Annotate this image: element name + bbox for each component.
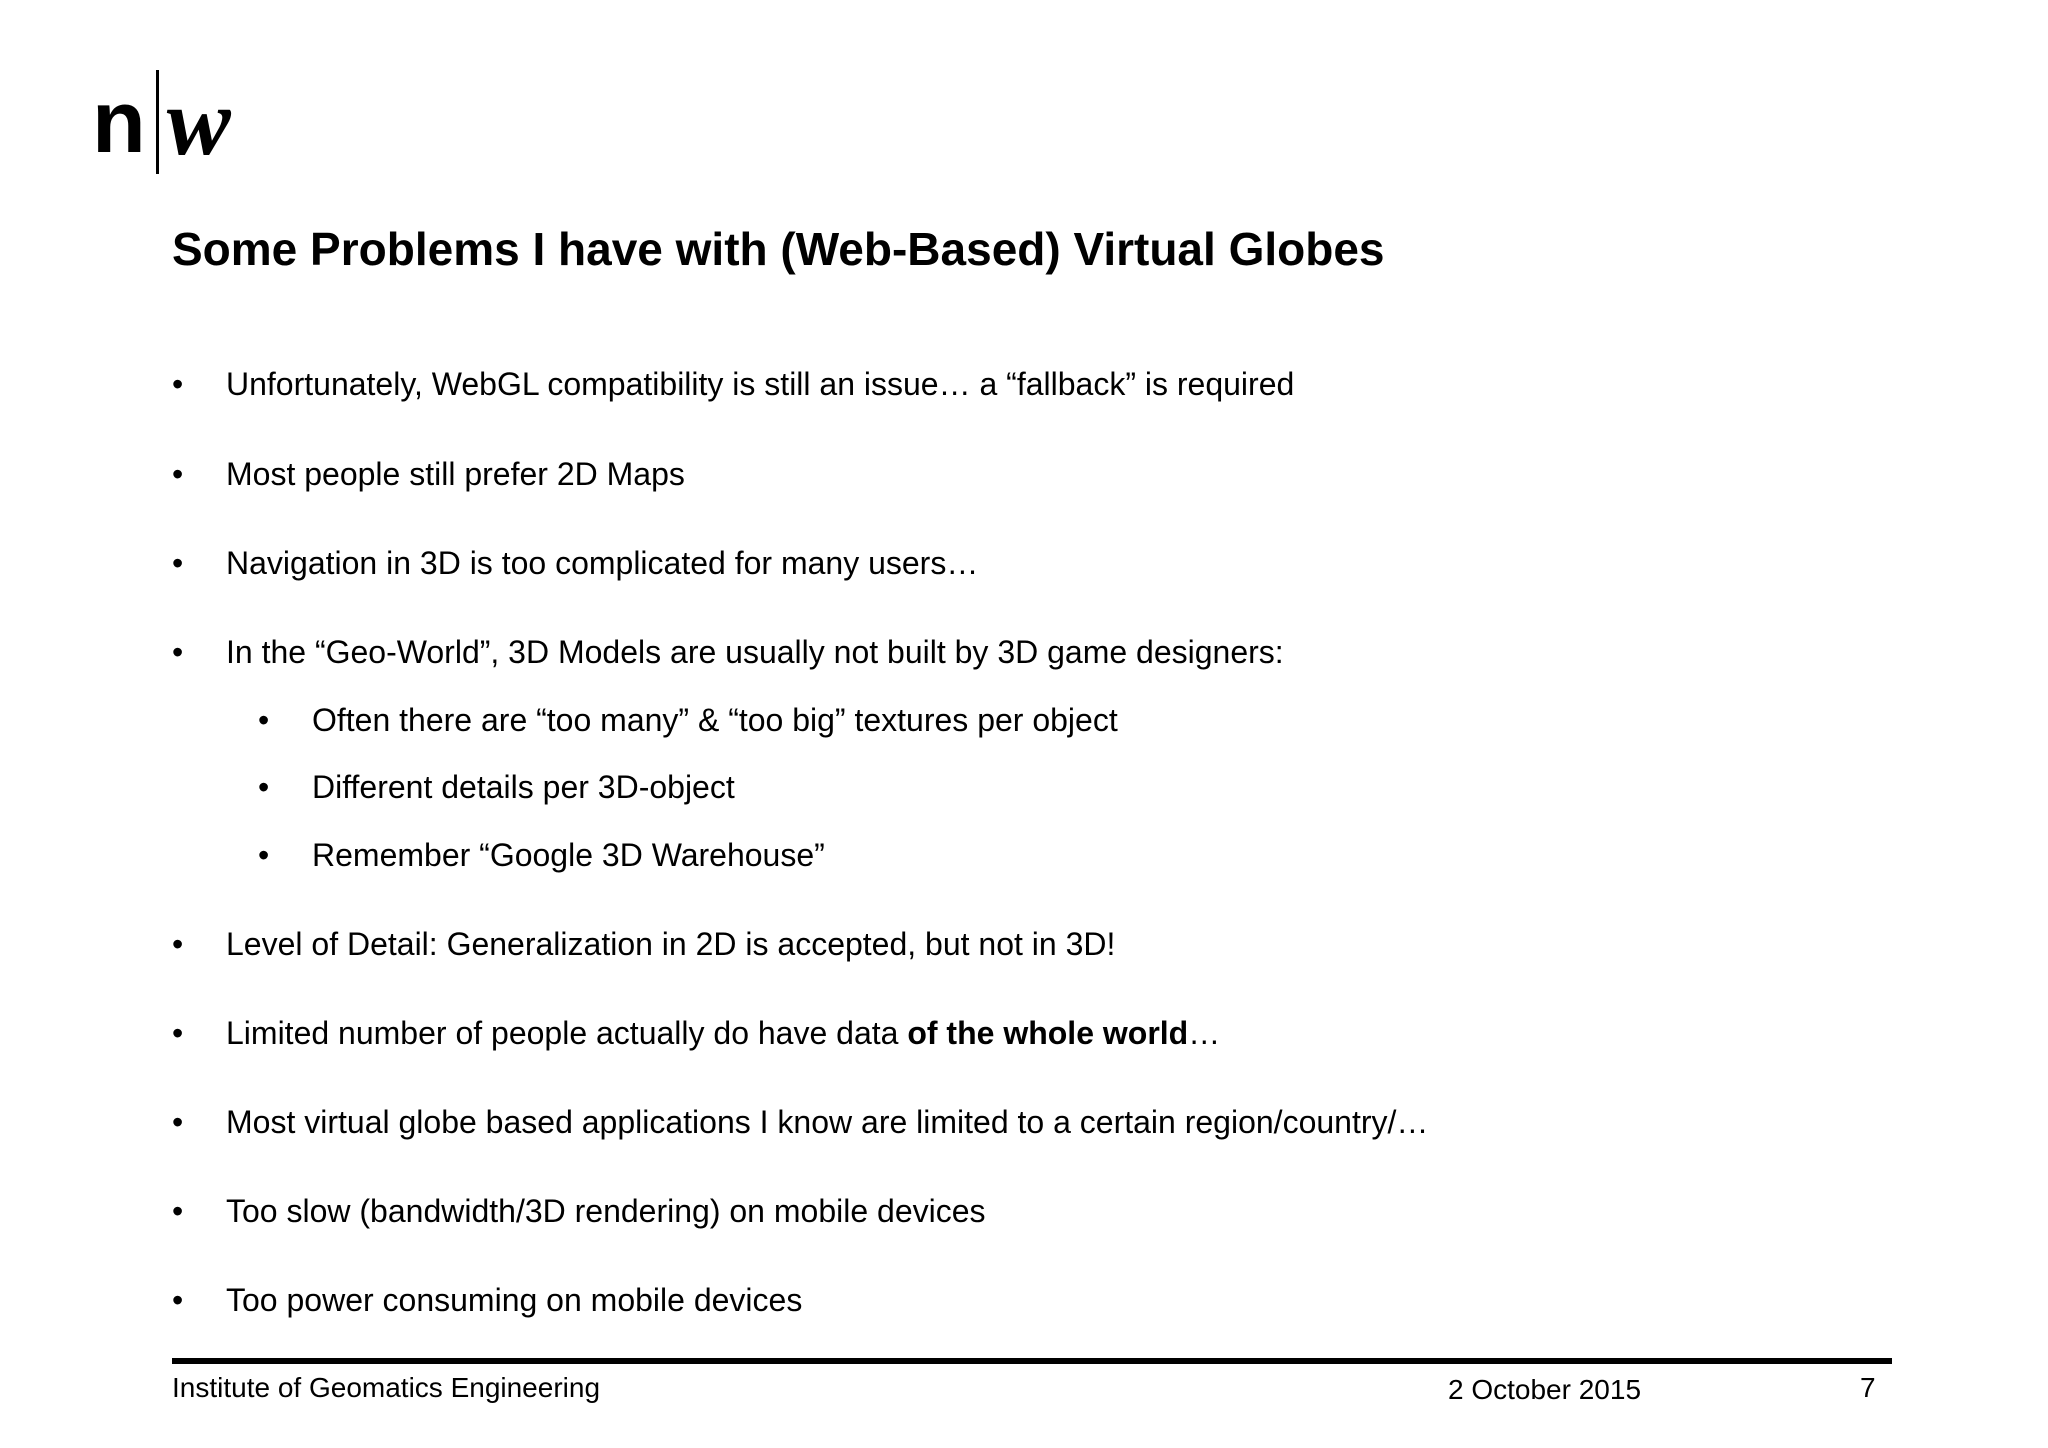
- bullet-text: Different details per 3D-object: [312, 769, 735, 805]
- bullet-marker: •: [172, 1282, 184, 1318]
- logo-divider: [156, 70, 159, 174]
- bullet-text: Unfortunately, WebGL compatibility is still an issue… a “fallback” is required: [226, 366, 1295, 402]
- bullet-text: Level of Detail: Generalization in 2D is accepted, but not in 3D!: [226, 926, 1116, 962]
- footer-divider: [172, 1358, 1892, 1364]
- bullet-marker: •: [172, 1104, 184, 1140]
- bullet-marker: •: [172, 456, 184, 492]
- bullet-text-plain: Limited number of people actually do have data: [226, 1015, 908, 1051]
- footer-date: 2 October 2015: [1448, 1374, 1642, 1405]
- bullet-marker: •: [258, 769, 270, 805]
- bullet-marker: •: [258, 702, 270, 738]
- bullet-text: Remember “Google 3D Warehouse”: [312, 837, 825, 873]
- bullet-marker: •: [172, 1193, 184, 1229]
- bullet-marker: •: [172, 545, 184, 581]
- bullet-marker: •: [258, 837, 270, 873]
- bullet-text-ellipsis: …: [1188, 1015, 1221, 1051]
- fhnw-logo: [92, 68, 231, 176]
- bullet-text-bold: of the whole world: [907, 1015, 1189, 1051]
- bullet-text: Too slow (bandwidth/3D rendering) on mobile devices: [226, 1193, 986, 1229]
- logo-letter-w: w: [166, 68, 231, 175]
- bullet-text: [226, 1013, 1220, 1053]
- bullet-marker: •: [172, 634, 184, 670]
- bullet-text: Most people still prefer 2D Maps: [226, 456, 685, 492]
- slide-title: Some Problems I have with (Web-Based) Virtual Globes: [172, 223, 1385, 275]
- bullet-marker: •: [172, 926, 184, 962]
- bullet-text: In the “Geo-World”, 3D Models are usually not built by 3D game designers:: [226, 634, 1284, 670]
- bullet-text: Often there are “too many” & “too big” textures per object: [312, 702, 1118, 738]
- bullet-text: Navigation in 3D is too complicated for many users…: [226, 545, 979, 581]
- logo-letter-n: n: [92, 72, 144, 171]
- bullet-text: Too power consuming on mobile devices: [226, 1282, 803, 1318]
- bullet-marker: •: [172, 366, 184, 402]
- bullet-marker: •: [172, 1015, 184, 1051]
- page-number: 7: [1860, 1372, 1876, 1403]
- footer-institute: Institute of Geomatics Engineering: [172, 1372, 601, 1403]
- bullet-text: Most virtual globe based applications I know are limited to a certain region/country/…: [226, 1104, 1429, 1140]
